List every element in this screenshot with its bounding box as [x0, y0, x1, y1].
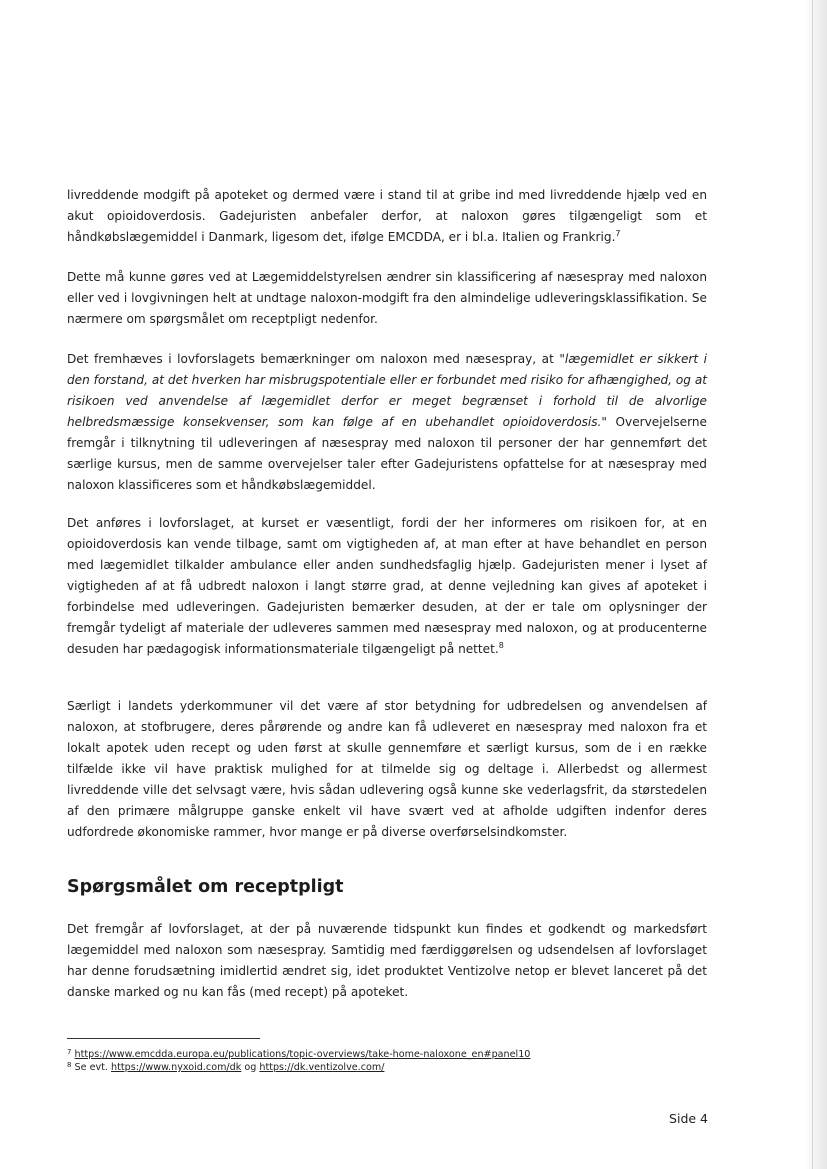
paragraph-4	[67, 513, 707, 660]
footnote-8-link-nyxoid[interactable]: https://www.nyxoid.com/dk	[111, 1062, 242, 1073]
footnote-8-link-ventizolve[interactable]: https://dk.ventizolve.com/	[259, 1062, 385, 1073]
footnote-8-prefix: Se evt.	[74, 1062, 112, 1073]
footnote-separator	[67, 1038, 260, 1039]
scan-edge-line	[812, 0, 813, 1169]
footnote-8	[67, 1062, 707, 1074]
footnote-7-number: 7	[67, 1048, 72, 1056]
paragraph-3-quote: "lægemidlet er sikkert i den forstand, at det hverken har misbrugspotentiale eller er forbundet med risiko for afhængighed, og at risikoen ved anvendelse af lægemidlet derfor er meget begrænset i forhold til de alvorlige helbredsmæssige konsekvenser, som kan følge af en ubehandlet opioidoverdosis."	[67, 352, 708, 429]
paragraph-6: Det fremgår af lovforslaget, at der på nuværende tidspunkt kun findes et godkendt og markedsført lægemiddel med naloxon som næsespray. Samtidig med færdiggørelsen og udsendelsen af lovforslaget har denne forudsætning imidlertid ændret sig, idet produktet Ventizolve netop er blevet lanceret på det danske marked og nu kan fås (med recept) på apoteket.	[67, 922, 707, 999]
paragraph-1-text: livreddende modgift på apoteket og dermed være i stand til at gribe ind med livreddende hjælp ved en akut opioidoverdosis. Gadejuristen anbefaler derfor, at naloxon gøres tilgængeligt som et håndkøbslægemiddel i Danmark, ligesom det, ifølge EMCDDA, er i bl.a. Italien og Frankrig.	[67, 188, 707, 244]
footnote-ref-7[interactable]: 7	[615, 229, 621, 238]
paragraph-3	[67, 349, 707, 496]
footnote-7-link[interactable]: https://www.emcdda.europa.eu/publications/topic-overviews/take-home-naloxone_en#panel10	[74, 1049, 531, 1060]
paragraph-2: Dette må kunne gøres ved at Lægemiddelstyrelsen ændrer sin klassificering af næsespray med naloxon eller ved i lovgivningen helt at undtage naloxon-modgift fra den almindelige udleveringsklassifikation. Se nærmere om spørgsmålet om receptpligt nedenfor.	[67, 270, 707, 326]
paragraph-5: Særligt i landets yderkommuner vil det være af stor betydning for udbredelsen og anvendelsen af naloxon, at stofbrugere, deres pårørende og andre kan få udleveret en næsespray med naloxon fra et lokalt apotek uden recept og uden først at skulle gennemføre et særligt kursus, som de i en række tilfælde ikke vil have praktisk mulighed for at tilmelde sig og deltage i. Allerbedst og allermest livreddende ville det selvsagt være, hvis sådan udlevering også kunne ske vederlagsfrit, da størstedelen af den primære målgruppe ganske enkelt vil have svært ved at afholde udgiften indenfor deres udfordrede økonomiske rammer, hvor mange er på diverse overførselsindkomster.	[67, 699, 707, 839]
footnote-7	[67, 1049, 707, 1061]
section-heading: Spørgsmålet om receptpligt	[67, 877, 344, 897]
paragraph-4-text: Det anføres i lovforslaget, at kurset er væsentligt, fordi der her informeres om risikoen for, at en opioidoverdosis kan vende tilbage, samt om vigtigheden af, at man efter at have behandlet en person med lægemidlet tilkalder ambulance eller anden sundhedsfaglig hjælp. Gadejuristen mener i lyset af vigtigheden af at få udbredt naloxon i langt større grad, at denne vejledning kan gives af apoteket i forbindelse med udleveringen. Gadejuristen bemærker desuden, at der er tale om oplysninger der fremgår tydeligt af materiale der udleveres sammen med næsespray med naloxon, og at producenterne desuden har pædagogisk informationsmateriale tilgængeligt på nettet.	[67, 516, 707, 656]
paragraph-3-rest: Overvejelserne fremgår i tilknytning til udleveringen af næsespray med naloxon til personer der har gennemført det særlige kursus, men de samme overvejelser taler efter Gadejuristens opfattelse for at næsespray med naloxon klassificeres som et håndkøbslægemiddel.	[67, 415, 707, 492]
paragraph-1	[67, 185, 707, 248]
paragraph-3-intro: Det fremhæves i lovforslagets bemærkninger om naloxon med næsespray, at	[67, 352, 560, 366]
page-number: Side 4	[669, 1111, 708, 1126]
footnote-8-connector: og	[241, 1062, 260, 1073]
scan-edge-shadow	[805, 0, 827, 1169]
footnote-8-number: 8	[67, 1061, 72, 1069]
footnote-ref-8[interactable]: 8	[498, 641, 504, 650]
